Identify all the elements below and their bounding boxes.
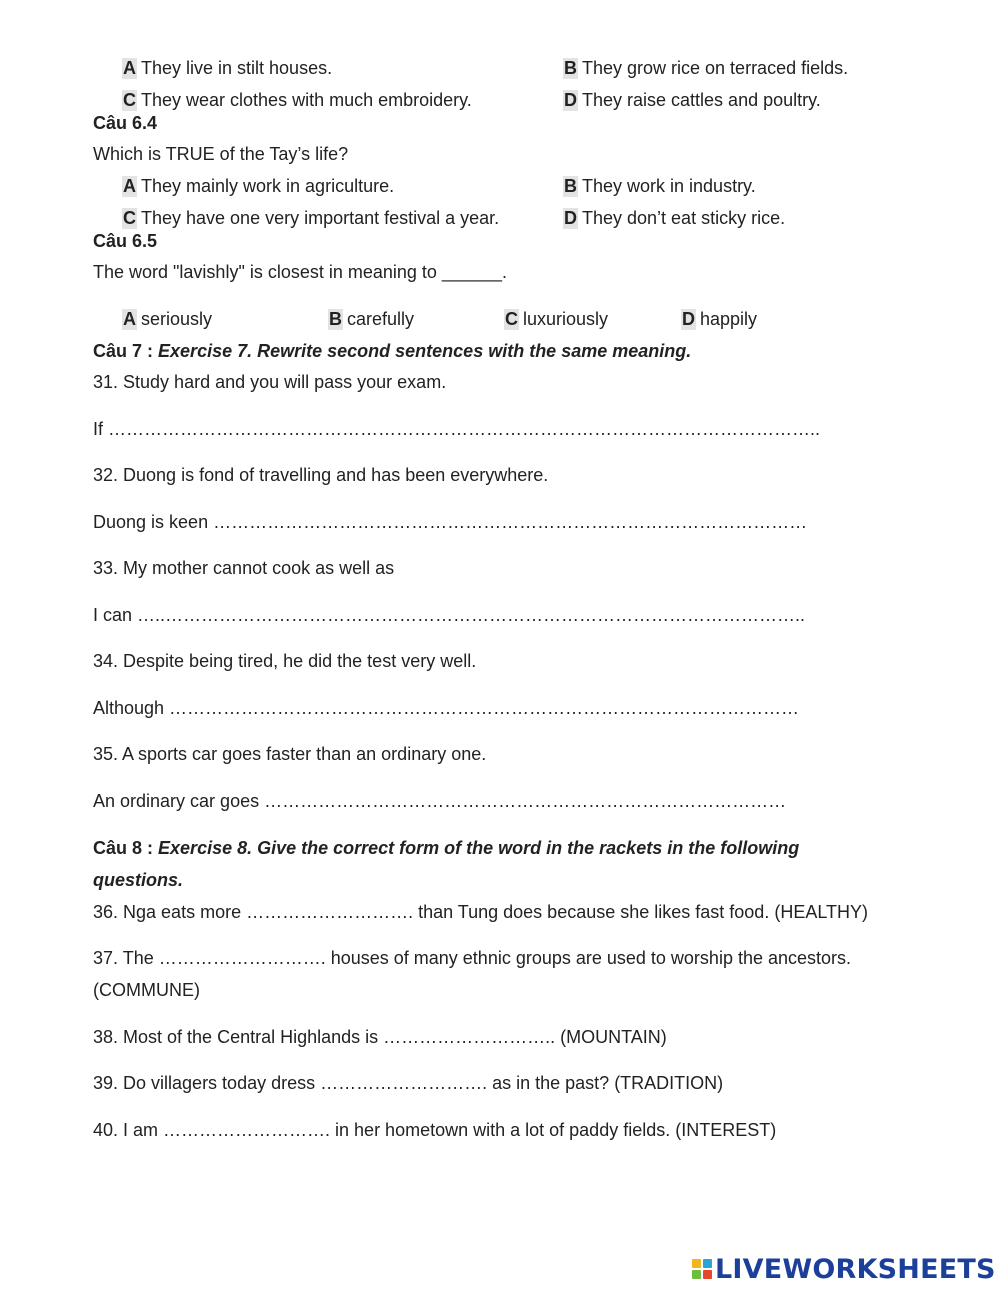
logo-square-icon [692, 1259, 701, 1268]
exercise-8-heading [93, 837, 799, 859]
option-text: They wear clothes with much embroidery. [141, 90, 472, 110]
exercise-7-title: Exercise 7. Rewrite second sentences with the same meaning. [158, 341, 692, 361]
exercise-7-heading [93, 340, 691, 362]
ex7-sentence-33: 33. My mother cannot cook as well as [93, 558, 395, 578]
option-text: They work in industry. [582, 176, 756, 196]
q63-option-b[interactable] [563, 57, 848, 79]
ex8-item-37[interactable]: 37. The ………………………. houses of many ethnic groups are used to worship the ancestors. [93, 948, 852, 968]
q64-label: Câu 6.4 [93, 113, 158, 133]
ex8-item-38[interactable]: 38. Most of the Central Highlands is ……………………….. (MOUNTAIN) [93, 1027, 667, 1047]
logo-mark-icon [692, 1259, 712, 1279]
ex7-answer-35[interactable]: An ordinary car goes …………………………………………………………………………… [93, 791, 787, 811]
option-letter: B [564, 58, 577, 78]
q63-option-a[interactable] [122, 57, 332, 79]
option-letter: A [123, 176, 136, 196]
option-text: They have one very important festival a year. [141, 208, 500, 228]
option-letter: A [123, 58, 136, 78]
option-letter: B [329, 309, 342, 329]
option-text: They live in stilt houses. [141, 58, 333, 78]
option-text: They raise cattles and poultry. [582, 90, 821, 110]
option-letter: C [123, 90, 136, 110]
q64-option-b[interactable] [563, 175, 756, 197]
exercise-8-title: Exercise 8. Give the correct form of the word in the rackets in the following [158, 838, 800, 858]
option-text: They grow rice on terraced fields. [582, 58, 849, 78]
ex8-item-36[interactable]: 36. Nga eats more ………………………. than Tung does because she likes fast food. (HEALTHY) [93, 902, 868, 922]
option-text: They mainly work in agriculture. [141, 176, 395, 196]
ex8-item-37-continued: (COMMUNE) [93, 980, 200, 1000]
ex8-item-40[interactable]: 40. I am ………………………. in her hometown with a lot of paddy fields. (INTEREST) [93, 1120, 777, 1140]
exercise-8-title-line2: questions. [93, 870, 184, 890]
q64-option-c[interactable] [122, 207, 499, 229]
option-text: happily [700, 309, 758, 329]
q64-option-d[interactable] [563, 207, 785, 229]
ex7-sentence-31: 31. Study hard and you will pass your exam. [93, 372, 447, 392]
option-letter: B [564, 176, 577, 196]
exercise-7-label: Câu 7 : [93, 341, 154, 361]
logo-square-icon [703, 1259, 712, 1268]
ex7-sentence-34: 34. Despite being tired, he did the test very well. [93, 651, 477, 671]
option-letter: D [564, 90, 577, 110]
option-text: carefully [347, 309, 415, 329]
q65-option-b[interactable] [328, 308, 414, 330]
option-letter: D [682, 309, 695, 329]
liveworksheets-logo [692, 1254, 996, 1284]
ex7-sentence-32: 32. Duong is fond of travelling and has been everywhere. [93, 465, 549, 485]
logo-square-icon [703, 1270, 712, 1279]
q63-option-c[interactable] [122, 89, 472, 111]
ex7-answer-31[interactable]: If ……………………………………………………………………………………………………….. [93, 419, 821, 439]
exercise-8-label: Câu 8 : [93, 838, 154, 858]
option-letter: A [123, 309, 136, 329]
ex8-item-39[interactable]: 39. Do villagers today dress ………………………. as in the past? (TRADITION) [93, 1073, 724, 1093]
brand-name: LIVEWORKSHEETS [715, 1253, 996, 1285]
q64-option-a[interactable] [122, 175, 394, 197]
q65-option-c[interactable] [504, 308, 608, 330]
ex7-answer-33[interactable]: I can …..…………………………………………………………………………………………….. [93, 605, 806, 625]
q63-option-d[interactable] [563, 89, 821, 111]
q65-option-d[interactable] [681, 308, 757, 330]
option-text: luxuriously [523, 309, 609, 329]
option-letter: C [123, 208, 136, 228]
q64-question: Which is TRUE of the Tay’s life? [93, 144, 349, 164]
q65-option-a[interactable] [122, 308, 212, 330]
option-letter: C [505, 309, 518, 329]
ex7-answer-34[interactable]: Although …………………………………………………………………………………………… [93, 698, 800, 718]
q65-label: Câu 6.5 [93, 231, 158, 251]
exercise-8-title-continued [93, 869, 183, 891]
option-text: seriously [141, 309, 213, 329]
option-letter: D [564, 208, 577, 228]
option-text: They don’t eat sticky rice. [582, 208, 786, 228]
q65-question: The word "lavishly" is closest in meaning to ______. [93, 262, 507, 282]
ex7-answer-32[interactable]: Duong is keen ……………………………………………………………………………………… [93, 512, 808, 532]
ex7-sentence-35: 35. A sports car goes faster than an ordinary one. [93, 744, 487, 764]
logo-square-icon [692, 1270, 701, 1279]
